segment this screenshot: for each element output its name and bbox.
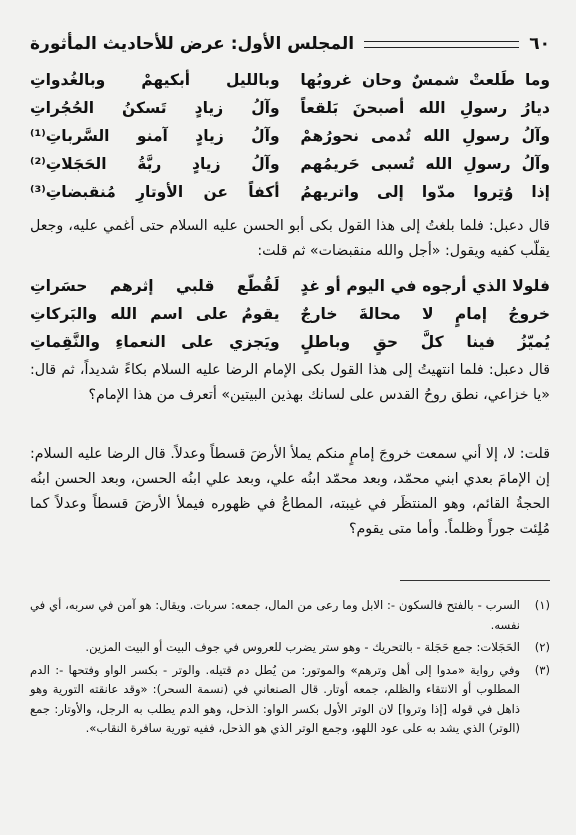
verse-line <box>30 328 550 356</box>
paragraph-text: قال دعبل: فلما انتهيتُ إلى هذا القول بكى الإمام الرضا عليه السلام بكاءً شديداً، ثم قال: «يا خزاعي، نطق روحُ القدس على لسانك بهذين البيتين» أتعرف من هذا الإمام؟ <box>30 362 550 403</box>
verse-first-hemistich: إذا وُتِروا مدّوا إلى واتريهمُ <box>300 183 550 201</box>
poem-block-2 <box>30 272 550 356</box>
footnote-number: (١) <box>534 598 550 612</box>
verse-second-hemistich: وآلُ زيادٍ تَسكنُ الحُجُراتِ <box>30 99 280 117</box>
footnote-number: (٣) <box>534 662 550 677</box>
footnotes <box>30 596 550 742</box>
verse-second-hemistich: لَقُطّع قلبي إثرهم حسَراتِ <box>30 277 280 295</box>
footnote-number: (٢) <box>534 640 550 654</box>
footnote-text: السرب - بالفتح فالسكون -: الابل وما رعى من المال، جمعه: سربات. ويقال: هو آمن في سربه، أي في نفسه. <box>30 598 520 632</box>
verse-second-hemistich: وآلُ زيادٍ آمنو السَّرباتِ⁽¹⁾ <box>30 127 280 145</box>
footnote <box>30 596 550 635</box>
verse-second-hemistich: وبالليل أبكيهمْ وبالغُدواتِ <box>30 71 280 89</box>
chapter-title: المجلس الأول: عرض للأحاديث المأثورة <box>30 34 355 54</box>
page-number: ٦٠ <box>529 34 550 54</box>
paragraph-text: قال دعبل: فلما بلغتُ إلى هذا القول بكى أبو الحسن عليه السلام حتى أغمي عليه، وجعل يقلّب كفيه ويقول: «أجل والله منقبضات» ثم قلت: <box>30 218 550 259</box>
verse-line <box>30 150 550 178</box>
verse-line <box>30 300 550 328</box>
verse-first-hemistich: وآلُ رسولِ الله تُسبى حَريمُهم <box>300 155 550 173</box>
verse-first-hemistich: يُميّزُ فينا كلَّ حقٍ وباطلٍ <box>300 333 550 351</box>
footnote-text: الحَجَلات: جمع حَجَلة - بالتحريك - وهو ستر يضرب للعروس في جوف البيت أو البيت المزين. <box>85 640 520 654</box>
header-rule <box>364 41 519 48</box>
footnote <box>30 638 550 658</box>
footnote <box>30 661 550 739</box>
verse-second-hemistich: أكفاً عن الأوتارِ مُنقبضاتِ⁽³⁾ <box>30 183 280 201</box>
verse-line <box>30 178 550 206</box>
verse-line <box>30 272 550 300</box>
verse-second-hemistich: وآلُ زيادٍ ربَّةُ الحَجَلاتِ⁽²⁾ <box>30 155 280 173</box>
verse-second-hemistich: يقومُ على اسم الله والبَركاتِ <box>30 305 280 323</box>
paragraph-1 <box>30 214 550 264</box>
verse-first-hemistich: وآلُ رسولِ الله تُدمى نحورُهمْ <box>300 127 550 145</box>
paragraph-2 <box>30 358 550 408</box>
verse-first-hemistich: ديارُ رسولِ الله أصبحنَ بَلقعاً <box>300 99 550 117</box>
paragraph-3 <box>30 442 550 542</box>
footnote-text: وفي رواية «مدوا إلى أهل وترهم» والموتور: من يُطل دم قتيله. والوتر - بكسر الواو وفتحها -: الدم المطلوب أو الانتقاء والظلم، جمعه أوتار. قال الصنعاني في (نسمة السحر): «وقد عانقته التورية وهو ذاهل في قوله [إذا وتروا] لان الوتر الأول بكسر الواو: الذحل، وهو الدم يطلب به الرجل، والأوتار: جمع (الوتر) الذي يشد به على عود اللهو، وجمع الوتر الذي هو الذحل، ففيه تورية سافرة النقاب». <box>30 662 520 735</box>
verse-first-hemistich: فلولا الذي أرجوه في اليوم أو غدٍ <box>300 277 550 295</box>
verse-first-hemistich: وما طَلعتْ شمسٌ وحان غروبُها <box>300 71 550 89</box>
verse-second-hemistich: ويَجزي على النعماءِ والنَّقِماتِ <box>30 333 280 351</box>
verse-line <box>30 66 550 94</box>
page-header <box>30 30 550 58</box>
paragraph-text: قلت: لا، إلا أني سمعت خروجَ إمامٍ منكم يملأ الأرضَ قسطاً وعدلاً. قال الرضا عليه السلام: إن الإمامَ بعدي ابني محمّد، وبعد محمّد ابنُه علي، وبعد علي ابنُه الحسن، وبعد الحسن ابنُه الحجةُ القائم، وهو المنتظَر في غيبته، المطاعُ في ظهوره فيملأ الأرضَ قسطاً وعدلاً كما مُلِئت جوراً وظلماً. وأما متى يقوم؟ <box>30 446 550 537</box>
footnote-separator <box>400 580 550 581</box>
poem-block-1 <box>30 66 550 206</box>
verse-line <box>30 122 550 150</box>
verse-first-hemistich: خروجُ إمامٍ لا محالةَ خارجٌ <box>300 305 550 323</box>
verse-line <box>30 94 550 122</box>
